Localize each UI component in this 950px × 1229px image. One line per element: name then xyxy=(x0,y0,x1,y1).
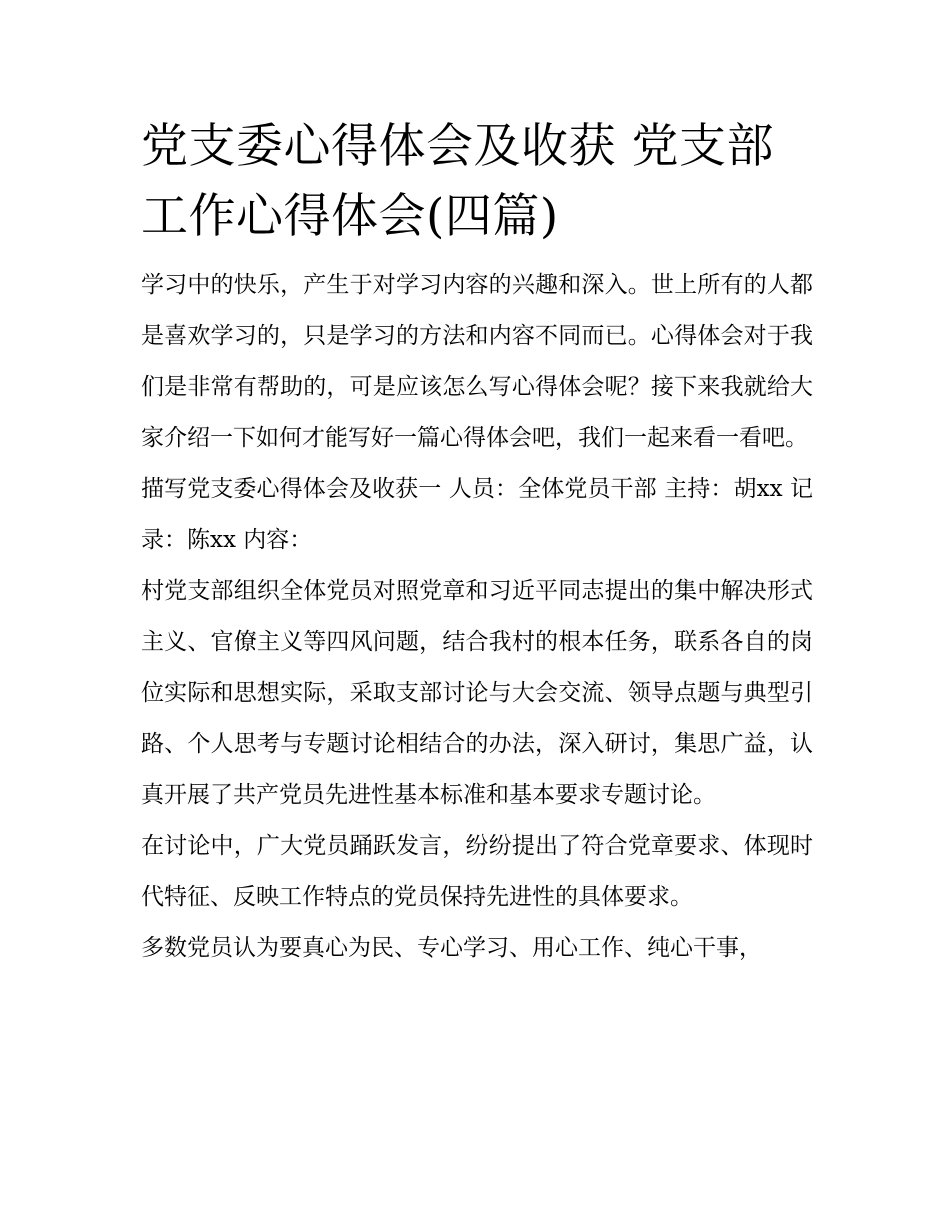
paragraph-meeting-info: 描写党支委心得体会及收获一 人员：全体党员干部 主持：胡xx 记录：陈xx 内容： xyxy=(141,476,813,553)
document-body xyxy=(141,112,813,974)
paragraph-intro: 学习中的快乐，产生于对学习内容的兴趣和深入。世上所有的人都是喜欢学习的，只是学习的方法和内容不同而已。心得体会对于我们是非常有帮助的，可是应该怎么写心得体会呢？接下来我就给大家介绍一下如何才能写好一篇心得体会吧，我们一起来看一看吧。 xyxy=(141,272,813,451)
title-block xyxy=(141,112,813,252)
paragraph-discussion: 村党支部组织全体党员对照党章和习近平同志提出的集中解决形式主义、官僚主义等四风问题，结合我村的根本任务，联系各自的岗位实际和思想实际，采取支部讨论与大会交流、领导点题与典型引路、个人思考与专题讨论相结合的办法，深入研讨，集思广益，认真开展了共产党员先进性基本标准和基本要求专题讨论。 xyxy=(141,578,813,808)
paragraph-speeches: 在讨论中，广大党员踊跃发言，纷纷提出了符合党章要求、体现时代特征、反映工作特点的党员保持先进性的具体要求。 xyxy=(141,833,813,910)
paragraph-majority-view: 多数党员认为要真心为民、专心学习、用心工作、纯心干事， xyxy=(141,935,762,961)
document-title: 党支委心得体会及收获 党支部工作心得体会(四篇) xyxy=(141,119,774,244)
